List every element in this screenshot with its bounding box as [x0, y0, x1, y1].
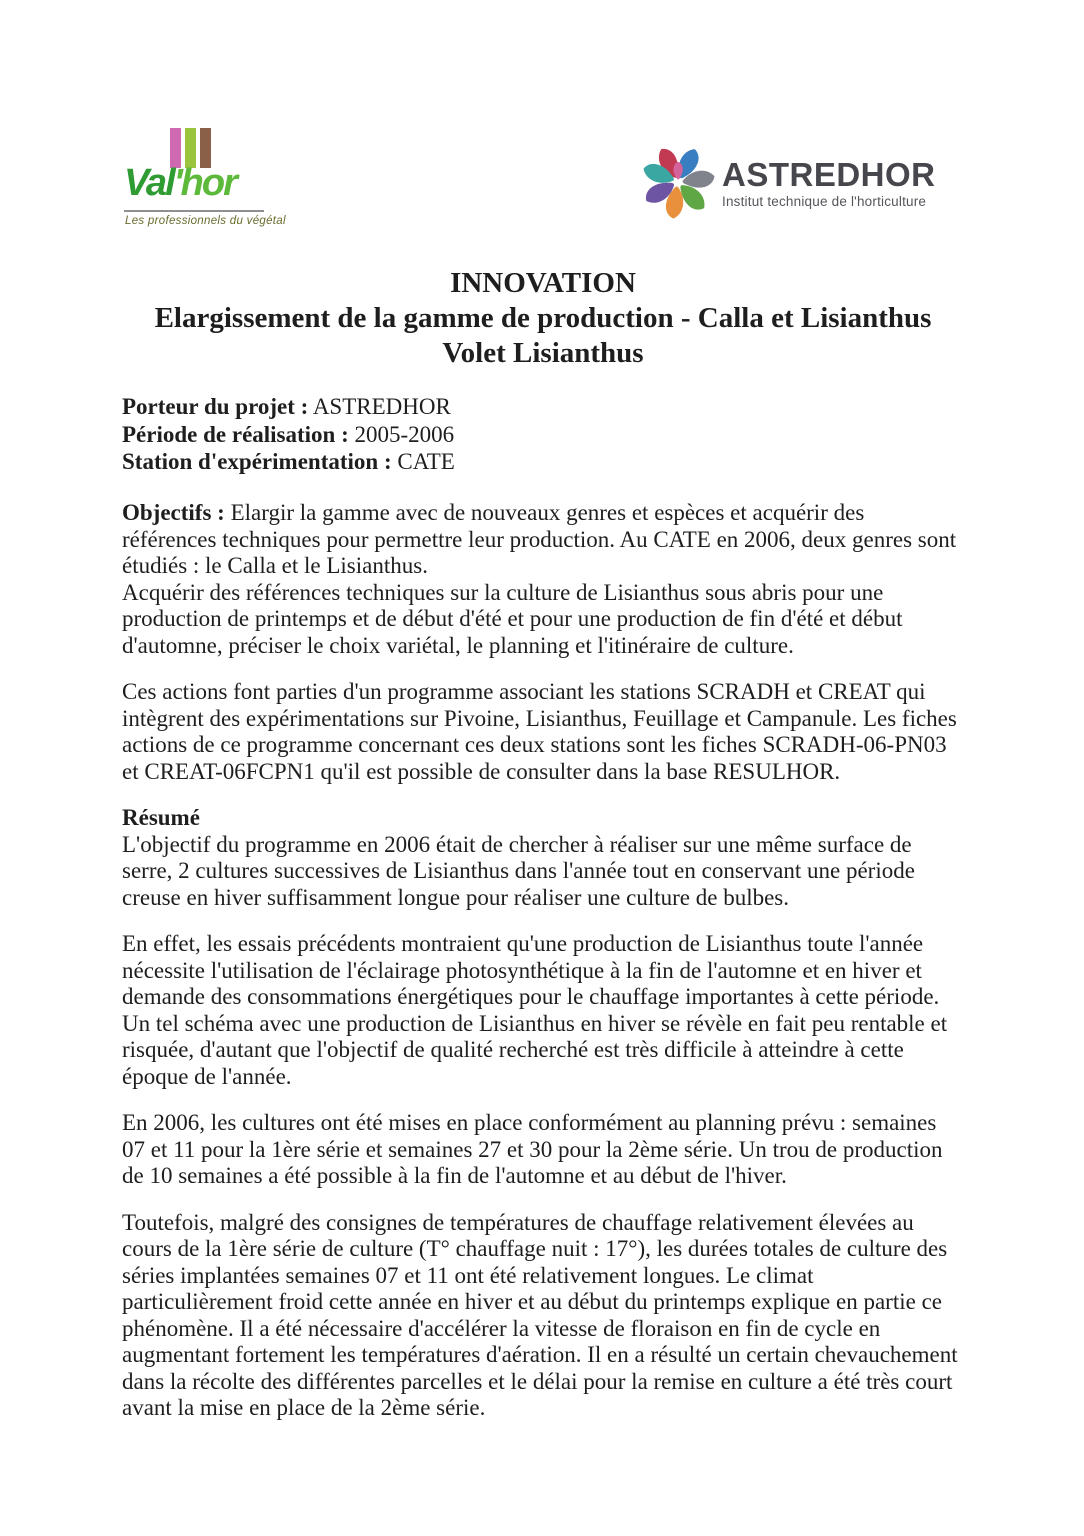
astredhor-logo: [638, 136, 936, 228]
resume-paragraph-4: Toutefois, malgré des consignes de températures de chauffage relativement élevées au cours de la 1ère série de culture (T° chauffage nuit : 17°), les durées totales de culture des séries implantées semaines 07 et 11 ont été relativement longues. Le climat particulièrement froid cette année en hiver et au début du printemps explique en partie ce phénomène. Il a été nécessaire d'accélérer la vitesse de floraison en fin de cycle en augmentant fortement les températures d'aération. Il en a résulté un certain chevauchement dans la récolte des différentes parcelles et le délai pour la remise en culture a été très court avant la mise en place de la 2ème série.: [122, 1209, 958, 1420]
objectifs-text-2: Acquérir des références techniques sur la culture de Lisianthus sous abris pour une production de printemps et de début d'été et pour une production de fin d'été et début d'automne, préciser le choix variétal, le planning et l'itinéraire de culture.: [122, 579, 903, 658]
meta-label-porteur: Porteur du projet :: [122, 394, 309, 419]
valhor-wordmark-part2: 'hor: [173, 162, 236, 204]
meta-row-porteur: [122, 393, 964, 421]
actions-paragraph: Ces actions font parties d'un programme associant les stations SCRADH et CREAT qui intègrent des expérimentations sur Pivoine, Lisianthus, Feuillage et Campanule. Les fiches actions de ce programme concernant ces deux stations sont les fiches SCRADH-06-PN03 et CREAT-06FCPN1 qu'il est possible de consulter dans la base RESULHOR.: [122, 679, 957, 784]
valhor-wordmark-part1: Val: [124, 162, 174, 204]
title-line-volet: Volet Lisianthus: [442, 337, 644, 369]
resume-paragraph-2: En effet, les essais précédents montraient qu'une production de Lisianthus toute l'année nécessite l'utilisation de l'éclairage photosynthétique à la fin de l'automne et en hiver et demande des consommations énergétiques pour le chauffage importantes à cette période. Un tel schéma avec une production de Lisianthus en hiver se révèle en fait peu rentable et risquée, d'autant que l'objectif de qualité recherché est très difficile à atteindre à cette époque de l'année.: [122, 931, 948, 1089]
title-line-innovation: INNOVATION: [450, 267, 636, 299]
valhor-wordmark: [124, 164, 236, 202]
valhor-divider: [124, 210, 264, 212]
document-body: [122, 500, 964, 1422]
astredhor-tagline: Institut technique de l'horticulture: [722, 194, 927, 209]
meta-value-periode: 2005-2006: [354, 421, 455, 447]
meta-row-periode: [122, 421, 964, 449]
astredhor-wordmark: ASTREDHOR: [722, 156, 936, 193]
meta-label-periode: Période de réalisation :: [122, 421, 349, 447]
objectifs-paragraph: [122, 500, 964, 659]
meta-label-station: Station d'expérimentation :: [122, 449, 392, 474]
resume-heading: Résumé: [122, 805, 200, 830]
resume-paragraph-1: L'objectif du programme en 2006 était de chercher à réaliser sur une même surface de serre, 2 cultures successives de Lisianthus dans l'année tout en conservant une période creuse en hiver suffisamment longue pour réaliser une culture de bulbes.: [122, 831, 915, 910]
meta-row-station: [122, 448, 964, 476]
meta-value-station: CATE: [397, 449, 455, 474]
meta-value-porteur: ASTREDHOR: [312, 394, 451, 419]
objectifs-text-1: Elargir la gamme avec de nouveaux genres et espèces et acquérir des références techniques pour permettre leur production. Au CATE en 2006, deux genres sont étudiés : le Calla et le Lisianthus.: [122, 500, 957, 578]
valhor-tagline: Les professionnels du végétal: [125, 215, 286, 227]
title-line-subject: Elargissement de la gamme de production - Calla et Lisianthus: [154, 302, 932, 334]
resume-paragraph-3: En 2006, les cultures ont été mises en place conformément au planning prévu : semaines 07 et 11 pour la 1ère série et semaines 27 et 30 pour la 2ème série. Un trou de production de 10 semaines a été possible à la fin de l'automne et au début de l'hiver.: [122, 1110, 943, 1188]
project-metadata: [122, 393, 964, 476]
astredhor-text-block: [722, 136, 936, 209]
document-title: [122, 266, 964, 371]
astredhor-star-icon: [638, 136, 718, 228]
objectifs-label: Objectifs :: [122, 500, 225, 525]
